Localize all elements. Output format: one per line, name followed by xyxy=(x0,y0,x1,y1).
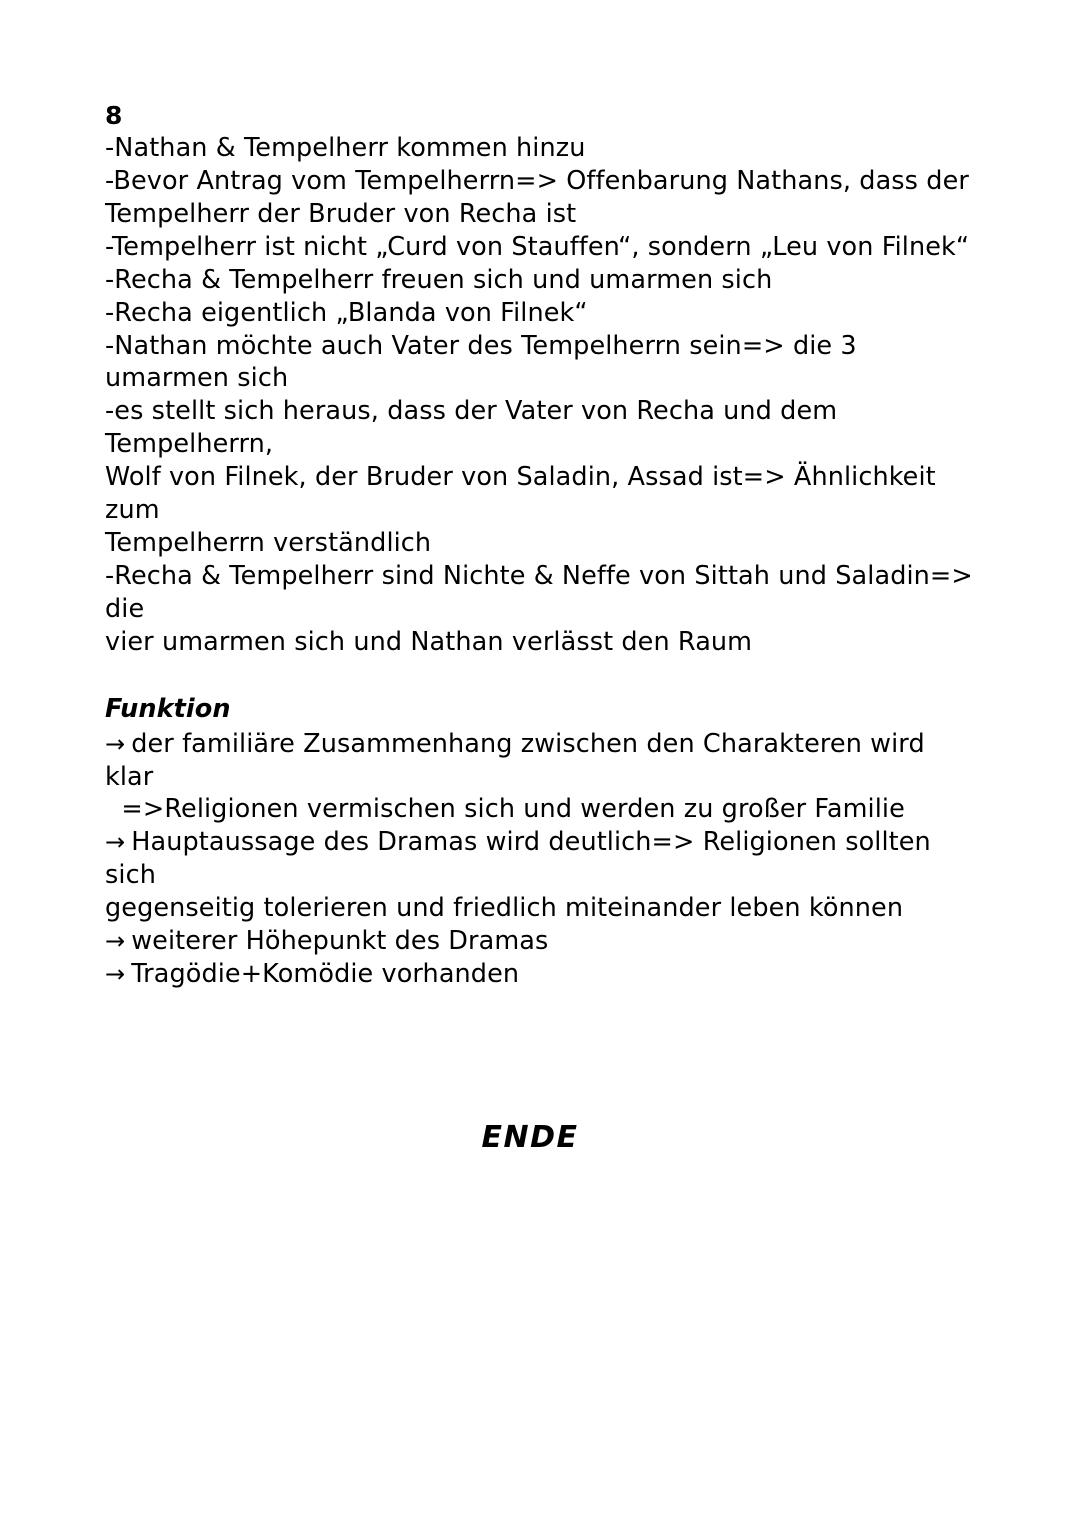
bullet-line: -Bevor Antrag vom Tempelherrn=> Offenbarung Nathans, dass der xyxy=(105,166,969,197)
bullet-list xyxy=(105,132,982,658)
list-item xyxy=(105,132,975,165)
funktion-heading: Funktion xyxy=(105,693,231,724)
funktion-line xyxy=(105,826,975,892)
bullet-line: Tempelherrn verständlich xyxy=(105,527,432,558)
section-number: 8 xyxy=(105,101,123,130)
bullet-line: -es stellt sich heraus, dass der Vater von Recha und dem Tempelherrn, xyxy=(105,396,846,460)
list-item xyxy=(105,560,982,659)
bullet-line: -Tempelherr ist nicht „Curd von Stauffen“, sondern „Leu von Filnek“ xyxy=(105,231,970,262)
list-item xyxy=(105,728,975,827)
bullet-line: -Recha & Tempelherr sind Nichte & Neffe von Sittah und Saladin=> die xyxy=(105,560,982,624)
bullet-line: vier umarmen sich und Nathan verlässt den Raum xyxy=(105,626,753,657)
funktion-list xyxy=(105,728,975,991)
bullet-line: -Recha & Tempelherr freuen sich und umarmen sich xyxy=(105,264,773,295)
list-item xyxy=(105,958,975,991)
bullet-line: -Nathan & Tempelherr kommen hinzu xyxy=(105,133,586,164)
funktion-line xyxy=(105,958,975,991)
bullet-line: -Recha eigentlich „Blanda von Filnek“ xyxy=(105,297,588,328)
list-item xyxy=(105,297,975,330)
list-item xyxy=(105,165,975,231)
list-item xyxy=(105,330,975,396)
bullet-line: Tempelherr der Bruder von Recha ist xyxy=(105,199,577,230)
bullet-line: Wolf von Filnek, der Bruder von Saladin, Assad ist=> Ähnlichkeit zum xyxy=(105,462,944,526)
funktion-line xyxy=(105,925,975,958)
document-body xyxy=(105,100,982,1157)
arrow-right-icon: → xyxy=(105,959,126,988)
funktion-text: =>Religionen vermischen sich und werden zu großer Familie xyxy=(105,794,905,825)
funktion-text: Hauptaussage des Dramas wird deutlich=> Religionen sollten sich xyxy=(105,827,940,891)
ende-text: ENDE xyxy=(481,1119,579,1155)
funktion-text: gegenseitig tolerieren und friedlich miteinander leben können xyxy=(105,893,904,924)
arrow-right-icon: → xyxy=(105,926,126,955)
ende-block xyxy=(105,1119,975,1158)
funktion-text: Tragödie+Komödie vorhanden xyxy=(131,958,520,989)
funktion-text: weiterer Höhepunkt des Dramas xyxy=(131,925,549,956)
list-item xyxy=(105,826,975,925)
arrow-right-icon: → xyxy=(105,828,126,857)
list-item xyxy=(105,231,975,264)
list-item xyxy=(105,925,975,958)
bullet-line: -Nathan möchte auch Vater des Tempelherrn sein=> die 3 umarmen sich xyxy=(105,330,865,394)
funktion-text: der familiäre Zusammenhang zwischen den Charakteren wird klar xyxy=(105,728,933,792)
arrow-right-icon: → xyxy=(105,729,126,758)
paragraph-spacer xyxy=(105,659,975,693)
list-item xyxy=(105,395,975,559)
funktion-line xyxy=(105,728,975,794)
list-item xyxy=(105,264,975,297)
